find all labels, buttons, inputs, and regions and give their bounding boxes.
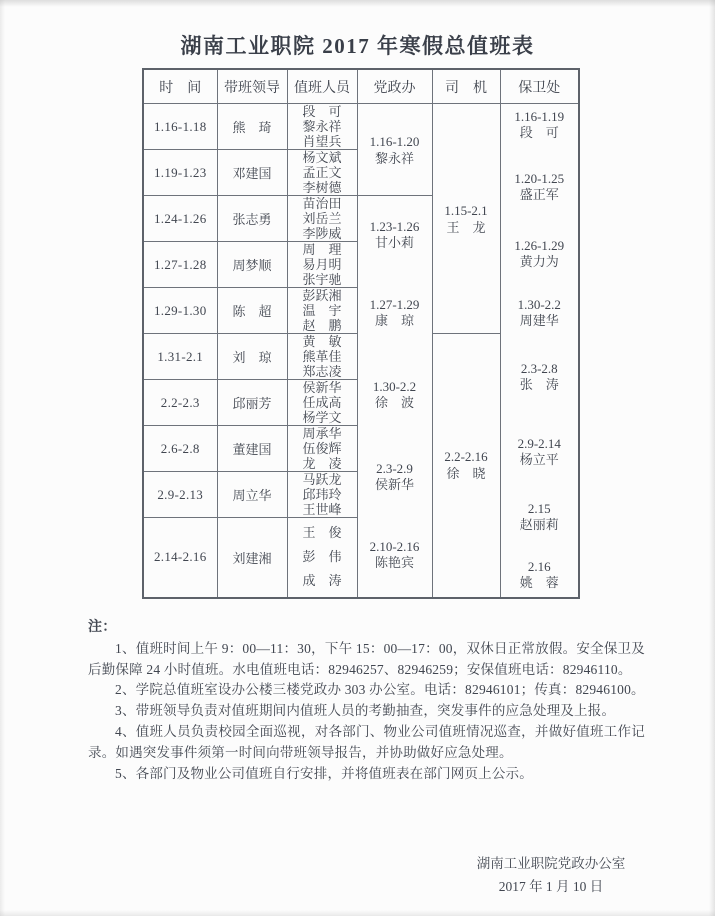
duty-date: 1.16-1.20 <box>369 133 420 149</box>
staff-cell <box>287 380 357 426</box>
driver-cell <box>432 334 500 598</box>
staff-name: 杨文斌 <box>302 150 342 165</box>
duty-entry <box>433 202 500 236</box>
staff-name: 易月明 <box>302 257 342 272</box>
leader-cell: 周梦顺 <box>217 242 287 288</box>
duty-date: 2.2-2.16 <box>444 449 488 465</box>
signature-date: 2017 年 1 月 10 日 <box>498 879 604 894</box>
header-row <box>143 69 579 104</box>
duty-name: 姚 蓉 <box>519 575 559 590</box>
time-cell: 2.2-2.3 <box>143 380 217 426</box>
staff-name: 邱玮玲 <box>302 487 342 502</box>
duty-entry <box>358 133 432 167</box>
staff-cell <box>287 242 357 288</box>
time-cell: 1.19-1.23 <box>143 150 217 196</box>
duty-entry <box>501 436 579 468</box>
time-cell: 1.27-1.28 <box>143 242 217 288</box>
staff-name: 侯新华 <box>302 380 342 395</box>
duty-schedule-table <box>142 68 580 599</box>
duty-entry <box>358 539 432 571</box>
duty-date: 1.23-1.26 <box>369 219 420 234</box>
party-office-cell <box>357 104 432 196</box>
duty-name: 侯新华 <box>374 477 414 492</box>
note-item-1: 1、值班时间上午 9：00—11：30，下午 15：00—17：00，双休日正常放假。安全保卫及后勤保障 24 小时值班。水电值班电话：82946257、82946259；安保值班电话：82946110。 <box>88 640 645 677</box>
time-cell: 2.9-2.13 <box>143 472 217 518</box>
duty-date: 2.10-2.16 <box>369 539 420 554</box>
staff-name: 李树德 <box>302 180 342 195</box>
duty-name: 陈艳宾 <box>374 555 414 570</box>
duty-name: 徐 晓 <box>446 466 486 482</box>
duty-date: 1.15-2.1 <box>444 202 488 218</box>
leader-cell: 周立华 <box>217 472 287 518</box>
leader-cell: 董建国 <box>217 426 287 472</box>
signature-org: 湖南工业职院党政办公室 <box>476 856 626 871</box>
staff-name: 刘岳兰 <box>302 211 342 226</box>
duty-date: 2.9-2.14 <box>517 436 561 451</box>
duty-entry <box>501 238 579 270</box>
party-office-cell <box>357 196 432 598</box>
scan-artifact-bottom <box>0 910 715 916</box>
header-leader: 带班领导 <box>217 69 287 104</box>
duty-entry <box>358 219 432 251</box>
staff-cell <box>287 334 357 380</box>
staff-name: 王世峰 <box>302 502 342 517</box>
scan-artifact-top <box>0 0 715 7</box>
leader-cell: 刘建湘 <box>217 518 287 598</box>
time-cell: 1.31-2.1 <box>143 334 217 380</box>
duty-entry <box>501 501 579 533</box>
staff-name: 杨学文 <box>302 410 342 425</box>
duty-date: 2.15 <box>527 501 551 516</box>
staff-cell <box>287 104 357 150</box>
staff-cell <box>287 518 357 598</box>
leader-cell: 陈 超 <box>217 288 287 334</box>
duty-entry <box>358 461 432 493</box>
staff-name: 任成高 <box>302 395 342 410</box>
duty-date: 1.30-2.2 <box>517 297 561 312</box>
duty-entry <box>501 109 579 141</box>
scan-artifact-left <box>0 0 5 916</box>
duty-name: 杨立平 <box>519 452 559 467</box>
staff-cell <box>287 150 357 196</box>
duty-name: 张 涛 <box>519 377 559 392</box>
note-item-5: 5、各部门及物业公司值班自行安排，并将值班表在部门网页上公示。 <box>115 765 533 781</box>
staff-name: 肖望兵 <box>302 134 342 149</box>
note-item-3: 3、带班领导负责对值班期间内值班人员的考勤抽查，突发事件的应急处理及上报。 <box>115 703 616 719</box>
time-cell: 1.24-1.26 <box>143 196 217 242</box>
duty-date: 1.26-1.29 <box>514 238 565 253</box>
staff-name: 赵 鹏 <box>302 318 342 333</box>
signature-block <box>455 852 647 898</box>
duty-name: 赵丽莉 <box>519 517 559 532</box>
duty-name: 黄力为 <box>519 254 559 269</box>
staff-cell <box>287 472 357 518</box>
staff-name: 彭跃湘 <box>302 288 342 303</box>
duty-date: 1.16-1.19 <box>514 109 565 124</box>
staff-name: 孟正文 <box>302 165 342 180</box>
duty-name: 甘小莉 <box>374 235 414 250</box>
duty-entry <box>358 297 432 329</box>
duty-name: 盛正军 <box>519 187 559 202</box>
duty-date: 1.30-2.2 <box>372 379 417 394</box>
staff-cell <box>287 288 357 334</box>
leader-cell: 张志勇 <box>217 196 287 242</box>
header-staff: 值班人员 <box>287 69 357 104</box>
duty-name: 段 可 <box>519 125 559 140</box>
header-time: 时 间 <box>143 69 217 104</box>
leader-cell: 邓建国 <box>217 150 287 196</box>
staff-name: 苗治田 <box>302 196 342 211</box>
duty-date: 1.27-1.29 <box>369 297 420 312</box>
note-item-2: 2、学院总值班室设办公楼三楼党政办 303 办公室。电话：82946101；传真：82946100。 <box>115 682 645 698</box>
leader-cell: 邱丽芳 <box>217 380 287 426</box>
header-driver: 司 机 <box>432 69 500 104</box>
staff-name: 黎永祥 <box>302 119 342 134</box>
header-party-office: 党政办 <box>357 69 432 104</box>
duty-entry <box>501 297 579 329</box>
staff-name: 周 理 <box>302 242 342 257</box>
staff-name: 黄 敏 <box>302 334 342 349</box>
leader-cell: 熊 琦 <box>217 104 287 150</box>
staff-name: 伍俊辉 <box>302 441 342 456</box>
time-cell: 1.16-1.18 <box>143 104 217 150</box>
duty-entry <box>501 171 579 203</box>
staff-name: 王 俊 <box>302 525 342 541</box>
duty-name: 康 琼 <box>374 313 414 328</box>
staff-name: 成 涛 <box>302 573 342 589</box>
staff-name: 张宇驰 <box>302 272 342 287</box>
staff-name: 马跃龙 <box>302 472 342 487</box>
duty-date: 2.3-2.9 <box>376 461 413 476</box>
time-cell: 1.29-1.30 <box>143 288 217 334</box>
duty-entry <box>433 448 500 482</box>
notes-label: 注： <box>88 620 117 635</box>
staff-name: 周承华 <box>302 426 342 441</box>
staff-name: 彭 伟 <box>302 549 342 565</box>
duty-entry <box>501 361 579 393</box>
staff-name: 李陟威 <box>302 226 342 241</box>
time-cell: 2.6-2.8 <box>143 426 217 472</box>
driver-cell <box>432 104 500 334</box>
document-title: 湖南工业职院 2017 年寒假总值班表 <box>180 34 535 58</box>
scan-artifact-right <box>709 0 715 916</box>
leader-cell: 刘 琼 <box>217 334 287 380</box>
notes-section <box>88 618 645 784</box>
note-item-4: 4、值班人员负责校园全面巡视，对各部门、物业公司值班情况巡查，并做好值班工作记录。如遇突发事件须第一时间向带班领导报告，并协助做好应急处理。 <box>88 723 645 760</box>
staff-cell <box>287 426 357 472</box>
duty-date: 1.20-1.25 <box>514 171 565 186</box>
staff-name: 熊革佳 <box>302 349 342 364</box>
staff-name: 温 宇 <box>302 303 342 318</box>
duty-entry <box>358 379 432 411</box>
header-security: 保卫处 <box>500 69 579 104</box>
staff-name: 郑志凌 <box>302 364 342 379</box>
duty-name: 王 龙 <box>446 219 486 235</box>
duty-name: 徐 波 <box>374 395 414 410</box>
duty-name: 黎永祥 <box>374 150 414 166</box>
duty-date: 2.3-2.8 <box>520 361 558 376</box>
security-cell <box>500 104 579 598</box>
table-row <box>143 104 579 150</box>
duty-entry <box>501 559 579 591</box>
staff-name: 段 可 <box>302 104 342 119</box>
time-cell: 2.14-2.16 <box>143 518 217 598</box>
staff-cell <box>287 196 357 242</box>
duty-date: 2.16 <box>527 559 551 574</box>
staff-name: 龙 凌 <box>302 456 342 471</box>
duty-name: 周建华 <box>519 313 559 328</box>
